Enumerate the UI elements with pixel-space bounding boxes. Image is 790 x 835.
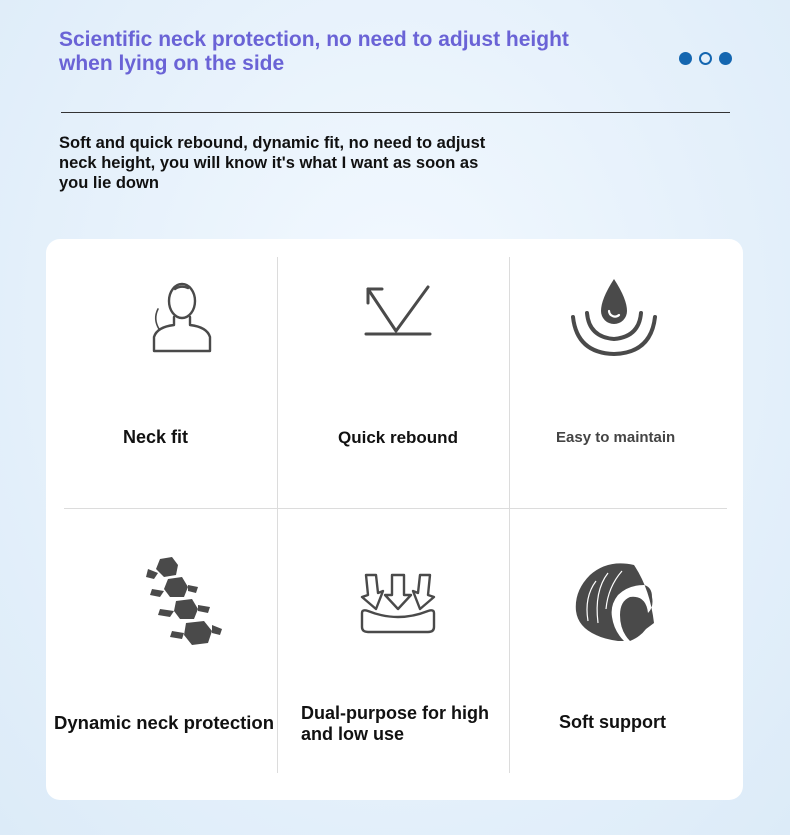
feature-label-dual-purpose: Dual-purpose for high and low use (301, 703, 489, 744)
feature-label-easy-to-maintain: Easy to maintain (556, 429, 676, 446)
divider-line (61, 112, 730, 113)
feature-label-soft-support: Soft support (559, 712, 666, 732)
pillow-press-icon (356, 573, 440, 640)
feature-label-neck-fit: Neck fit (123, 427, 189, 447)
spine-icon (142, 555, 224, 656)
grid-divider-horizontal (64, 508, 727, 509)
grid-divider-vertical-2 (509, 257, 510, 773)
page-subtitle: Soft and quick rebound, dynamic fit, no need to adjust neck height, you will know it's what I want as soon as you lie down (59, 134, 486, 192)
rebound-arrow-icon (362, 283, 434, 344)
pager-dot-1[interactable] (679, 52, 692, 65)
feature-label-quick-rebound: Quick rebound (338, 428, 458, 447)
feature-icon (574, 561, 654, 648)
feature-card (46, 239, 743, 800)
person-icon (148, 279, 216, 360)
pager-dots (679, 52, 732, 65)
grid-divider-vertical-1 (277, 257, 278, 773)
water-drop-icon (569, 277, 659, 362)
pager-dot-2[interactable] (699, 52, 712, 65)
page-title: Scientific neck protection, no need to adjust height when lying on the side (59, 28, 569, 75)
feature-label-dynamic-neck-protection: Dynamic neck protection (54, 712, 275, 733)
pager-dot-3[interactable] (719, 52, 732, 65)
